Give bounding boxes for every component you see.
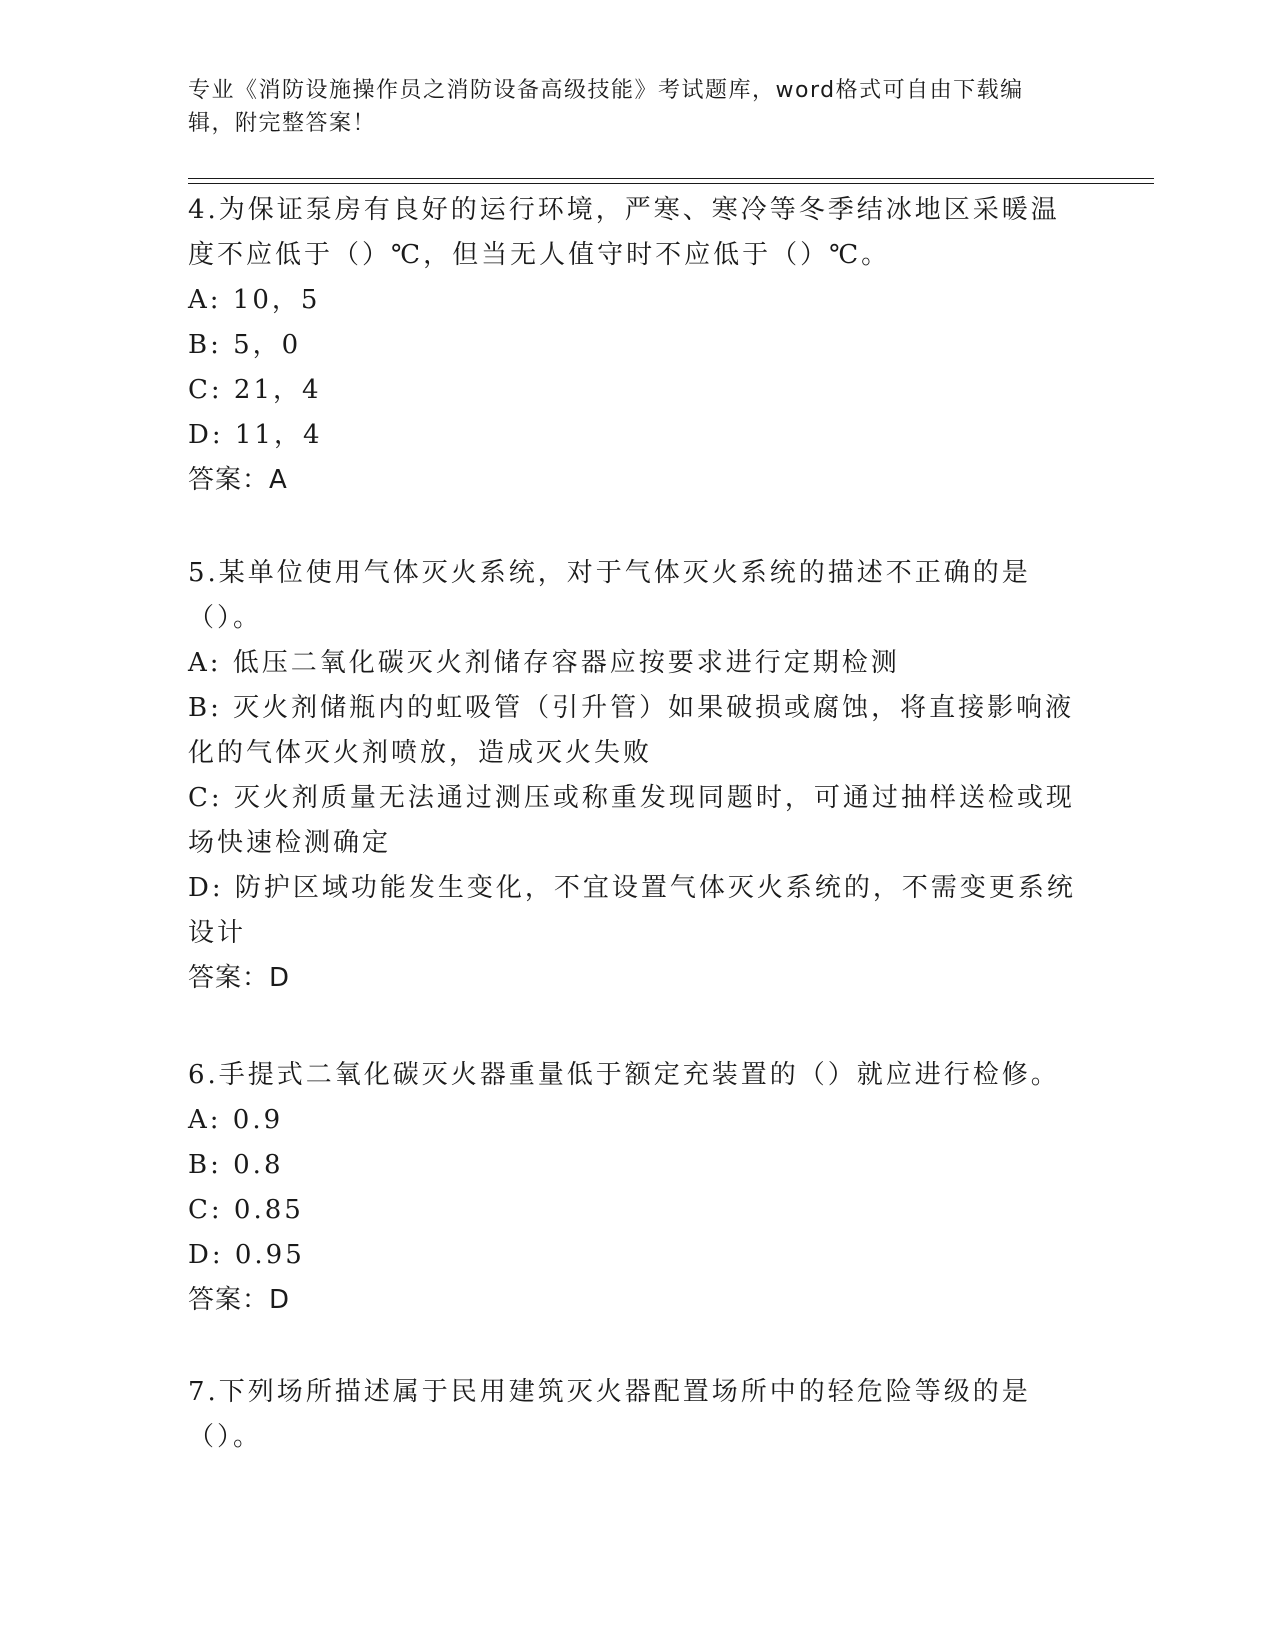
question-stem: 7.下列场所描述属于民用建筑灭火器配置场所中的轻危险等级的是（）。 (188, 1377, 1031, 1452)
option-c: C: 21，4 (188, 375, 322, 405)
question-stem: 5.某单位使用气体灭火系统，对于气体灭火系统的描述不正确的是（）。 (188, 558, 1031, 633)
document-header: 专业《消防设施操作员之消防设备高级技能》考试题库，word格式可自由下载编辑，附完整答案！ (188, 78, 1024, 136)
question-7 (188, 1370, 1088, 1460)
answer-line: 答案：D (188, 1285, 291, 1315)
answer-line: 答案：D (188, 963, 291, 993)
option-b: B: 灭火剂储瓶内的虹吸管（引升管）如果破损或腐蚀，将直接影响液化的气体灭火剂喷放，造成灭火失败 (188, 693, 1075, 768)
option-c: C: 0.85 (188, 1195, 304, 1225)
option-b: B: 5，0 (188, 330, 302, 360)
answer-line: 答案：A (188, 465, 288, 495)
option-d: D: 防护区域功能发生变化，不宜设置气体灭火系统的，不需变更系统设计 (188, 873, 1076, 948)
header-divider-bottom (188, 183, 1154, 184)
option-d: D: 0.95 (188, 1240, 305, 1270)
header-divider-top (188, 178, 1154, 179)
question-stem: 4.为保证泵房有良好的运行环境，严寒、寒冷等冬季结冰地区采暖温度不应低于（）℃，但当无人值守时不应低于（）℃。 (188, 195, 1060, 270)
option-a: A: 10，5 (188, 285, 321, 315)
option-a: A: 低压二氧化碳灭火剂储存容器应按要求进行定期检测 (188, 648, 900, 678)
question-5 (188, 551, 1088, 1001)
option-c: C: 灭火剂质量无法通过测压或称重发现同题时，可通过抽样送检或现场快速检测确定 (188, 783, 1075, 858)
option-a: A: 0.9 (188, 1105, 284, 1135)
question-4 (188, 188, 1088, 503)
question-6 (188, 1053, 1088, 1323)
question-stem: 6.手提式二氧化碳灭火器重量低于额定充装置的（）就应进行检修。 (188, 1060, 1060, 1090)
option-d: D: 11，4 (188, 420, 323, 450)
option-b: B: 0.8 (188, 1150, 284, 1180)
